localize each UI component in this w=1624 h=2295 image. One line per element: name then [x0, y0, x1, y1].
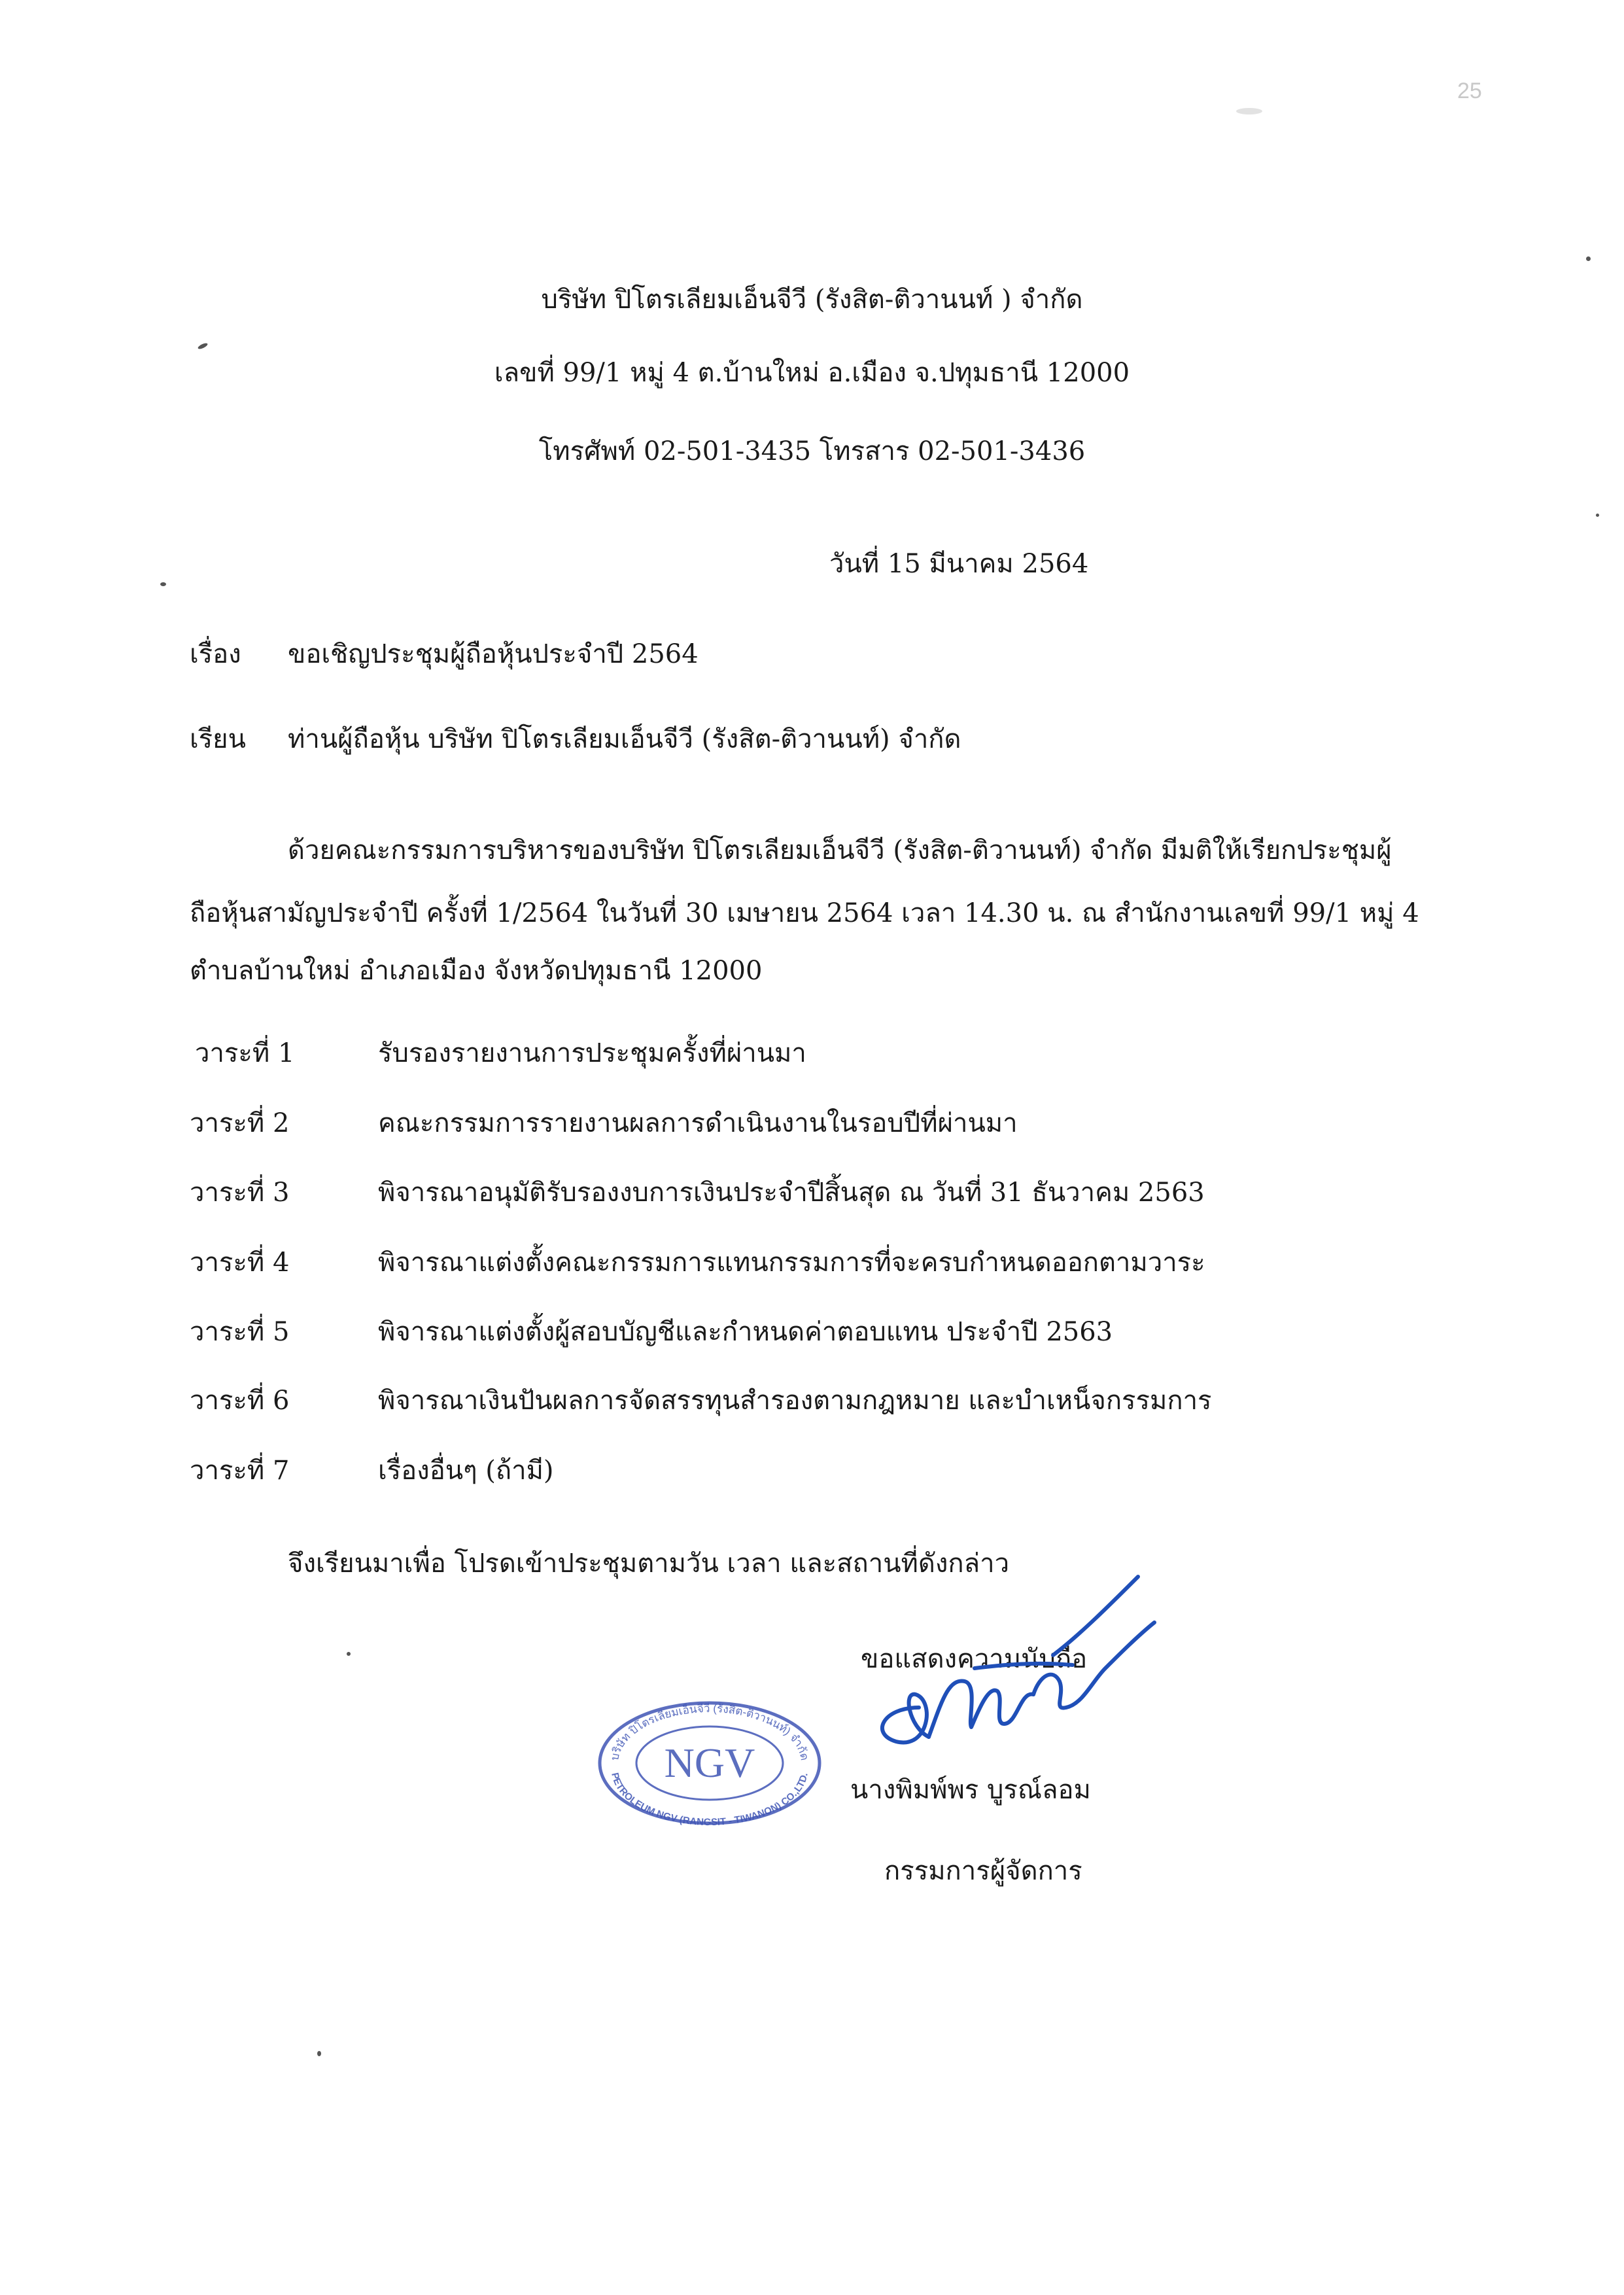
signatory-title: กรรมการผู้จัดการ	[884, 1856, 1082, 1886]
closing-line: จึงเรียนมาเพื่อ โปรดเข้าประชุมตามวัน เวลา และสถานที่ดังกล่าว	[288, 1549, 1010, 1579]
agenda-text-7: เรื่องอื่นๆ (ถ้ามี)	[378, 1456, 554, 1486]
agenda-text-1: รับรองรายงานการประชุมครั้งที่ผ่านมา	[378, 1038, 806, 1068]
agenda-label-4: วาระที่ 4	[190, 1248, 290, 1278]
scan-speck	[347, 1652, 351, 1656]
signature-mark	[857, 1570, 1158, 1779]
agenda-label-2: วาระที่ 2	[190, 1108, 290, 1138]
company-address: เลขที่ 99/1 หมู่ 4 ต.บ้านใหม่ อ.เมือง จ.ปทุมธานี 12000	[494, 358, 1130, 388]
body-line-3: ตำบลบ้านใหม่ อำเภอเมือง จังหวัดปทุมธานี 12000	[190, 956, 763, 986]
stamp-top-text: บริษัท ปิโตรเลียมเอ็นจีวี (รังสิต-ติวานนท์) จำกัด	[608, 1702, 811, 1762]
recipient-text: ท่านผู้ถือหุ้น บริษัท ปิโตรเลียมเอ็นจีวี (รังสิต-ติวานนท์) จำกัด	[288, 724, 961, 754]
company-contact: โทรศัพท์ 02-501-3435 โทรสาร 02-501-3436	[538, 436, 1086, 466]
subject-text: ขอเชิญประชุมผู้ถือหุ้นประจำปี 2564	[288, 639, 699, 669]
scan-speck	[1586, 256, 1591, 261]
letter-date: วันที่ 15 มีนาคม 2564	[829, 549, 1089, 579]
agenda-label-6: วาระที่ 6	[190, 1386, 290, 1416]
page-number-mark: 25	[1457, 79, 1482, 103]
recipient-label: เรียน	[190, 724, 246, 754]
agenda-label-5: วาระที่ 5	[190, 1317, 290, 1347]
scan-speck	[197, 342, 208, 350]
scan-speck	[317, 2051, 321, 2056]
scan-speck	[1596, 514, 1599, 517]
body-line-2: ถือหุ้นสามัญประจำปี ครั้งที่ 1/2564 ในวันที่ 30 เมษายน 2564 เวลา 14.30 น. ณ สำนักงานเลขที่ 99/1 หมู่ 4	[190, 898, 1419, 928]
agenda-text-2: คณะกรรมการรายงานผลการดำเนินงานในรอบปีที่ผ่านมา	[378, 1108, 1018, 1138]
stamp-center-text: NGV	[664, 1740, 755, 1786]
agenda-label-3: วาระที่ 3	[190, 1178, 290, 1208]
scan-speck	[1236, 108, 1262, 114]
body-line-1: ด้วยคณะกรรมการบริหารของบริษัท ปิโตรเลียมเอ็นจีวี (รังสิต-ติวานนท์) จำกัด มีมติให้เรียกประชุมผู้	[288, 835, 1392, 866]
company-stamp	[592, 1694, 827, 1832]
agenda-text-3: พิจารณาอนุมัติรับรองงบการเงินประจำปีสิ้นสุด ณ วันที่ 31 ธันวาคม 2563	[378, 1178, 1205, 1208]
agenda-text-6: พิจารณาเงินปันผลการจัดสรรทุนสำรองตามกฎหมาย และบำเหน็จกรรมการ	[378, 1386, 1212, 1416]
agenda-text-4: พิจารณาแต่งตั้งคณะกรรมการแทนกรรมการที่จะครบกำหนดออกตามวาระ	[378, 1248, 1205, 1278]
scan-speck	[160, 582, 166, 586]
agenda-text-5: พิจารณาแต่งตั้งผู้สอบบัญชีและกำหนดค่าตอบแทน ประจำปี 2563	[378, 1317, 1113, 1347]
agenda-label-1: วาระที่ 1	[195, 1038, 295, 1068]
agenda-label-7: วาระที่ 7	[190, 1456, 290, 1486]
subject-label: เรื่อง	[190, 639, 241, 669]
signatory-name: นางพิมพ์พร บูรณ์ลอม	[850, 1775, 1091, 1805]
company-name: บริษัท ปิโตรเลียมเอ็นจีวี (รังสิต-ติวานนท์ ) จำกัด	[541, 285, 1083, 315]
regards-text: ขอแสดงความนับถือ	[861, 1644, 1088, 1674]
stamp-bottom-text: PETROLEUM NGV (RANGSIT - TIWANON) CO.,LTD.	[609, 1772, 810, 1829]
